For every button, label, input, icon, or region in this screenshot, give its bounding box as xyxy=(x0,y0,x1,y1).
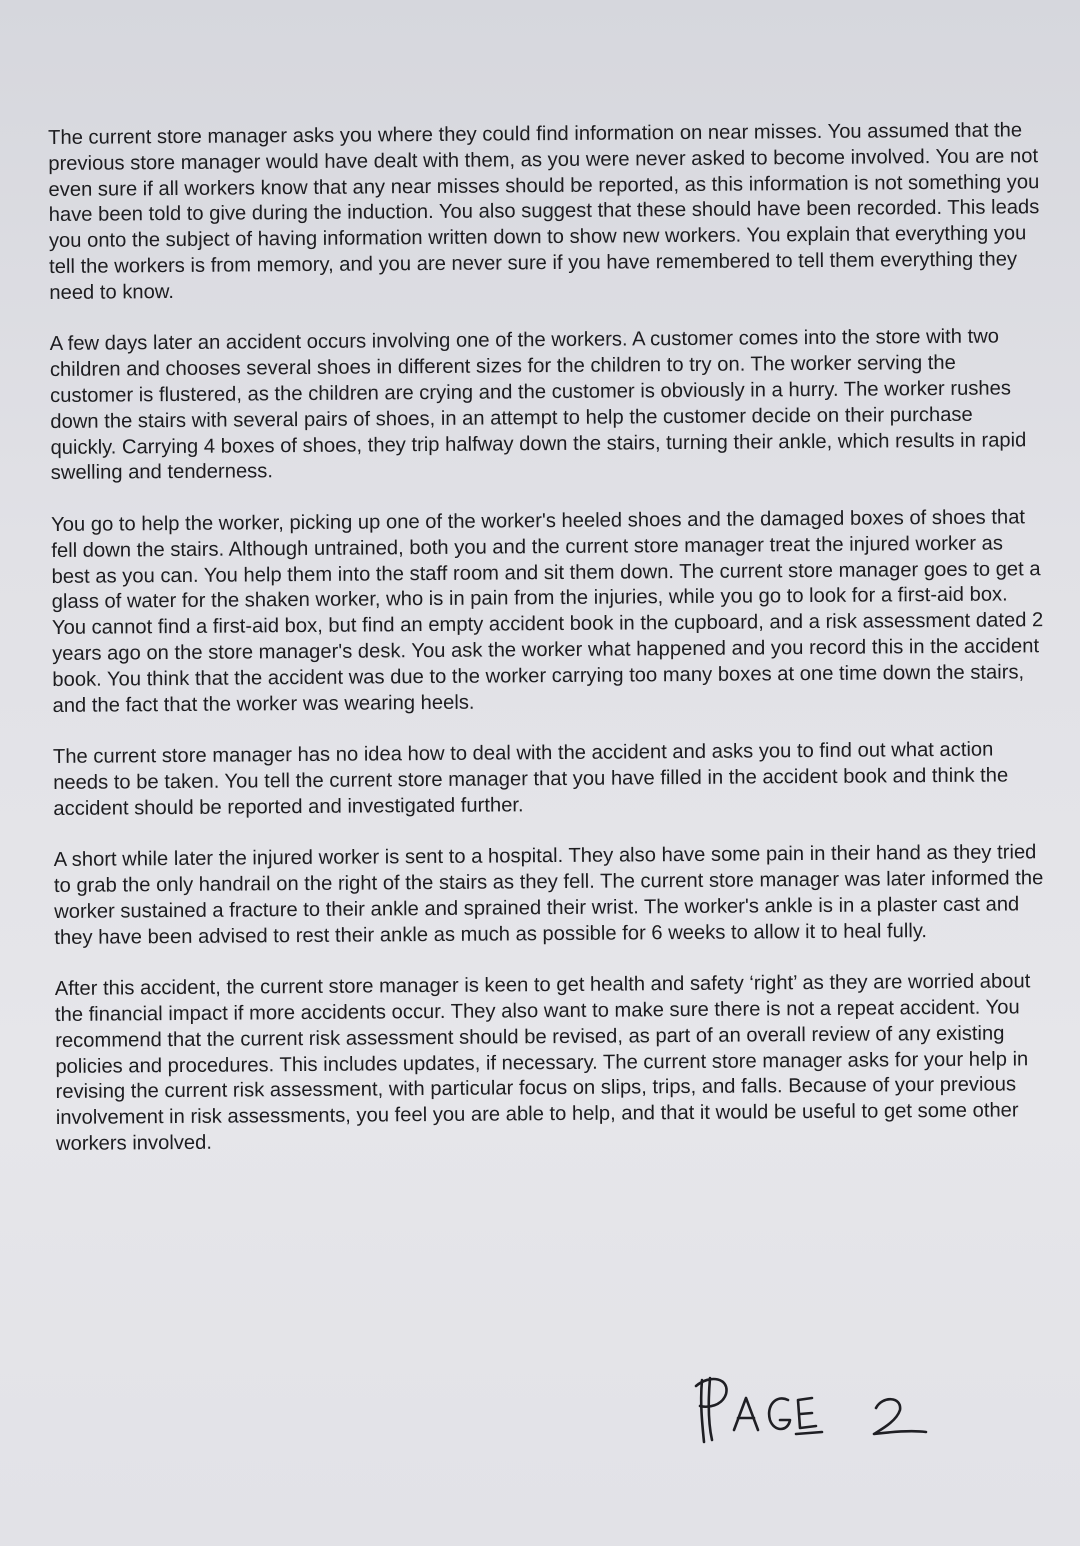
paragraph-near-misses: The current store manager asks you where they could find information on near misses. You assumed that the previous store manager would have dealt with them, as you were never asked to become involved. You are not even sure if all workers know that any near misses should be reported, as this information is not something you have been told to give during the induction. You also suggest that these should have been recorded. This leads you onto the subject of having information written down to show new workers. You explain that everything you tell the workers is from memory, and you are never sure if you have remembered to tell them everything they need to know. xyxy=(48,119,1040,304)
document-body xyxy=(48,118,1048,1183)
paragraph-manager-action: The current store manager has no idea how to deal with the accident and asks you to find out what action needs to be taken. You tell the current store manager that you have filled in the accident book and think the accident should be reported and investigated further. xyxy=(52,738,1009,820)
handwritten-page-number xyxy=(690,1372,930,1452)
paragraph-risk-assessment: After this accident, the current store manager is keen to get health and safety ‘right’ as they are worried about the financial impact if more accidents occur. They also want to make sure there is not a repeat accident. You recommend that the current risk assessment should be revised, as part of an overall review of any existing policies and procedures. This includes updates, if necessary. The current store manager asks for your help in revising the current risk assessment, with particular focus on slips, trips, and falls. Because of your previous involvement in risk assessments, you feel you are able to help, and that it would be useful to get some other workers involved. xyxy=(54,970,1031,1156)
paragraph-accident-occurs: A few days later an accident occurs involving one of the workers. A customer comes into the store with two children and chooses several shoes in different sizes for the children to try on. The worker serving the customer is flustered, as the children are crying and the customer is obviously in a hurry. The worker rushes down the stairs with several pairs of shoes, in an attempt to help the customer decide on their purchase quickly. Carrying 4 boxes of shoes, they trip halfway down the stairs, turning their ankle, which results in rapid swelling and tenderness. xyxy=(49,325,1027,485)
paragraph-hospital: A short while later the injured worker is sent to a hospital. They also have some pain in their hand as they tried to grab the only handrail on the right of the stairs as they fell. The current store manager was later informed the worker sustained a fracture to their ankle and sprained their wrist. The worker's ankle is in a plaster cast and they have been advised to rest their ankle as much as possible for 6 weeks to allow it to heal fully. xyxy=(53,841,1044,949)
paragraph-helping-worker: You go to help the worker, picking up one of the worker's heeled shoes and the damaged boxes of shoes that fell down the stairs. Although untrained, both you and the current store manager treat the injured worker as best as you can. You help them into the staff room and sit them down. The current store manager goes to get a glass of water for the shaken worker, who is in pain from the injuries, while you go to look for a first-aid box. You cannot find a first-aid box, but find an empty accident book in the cupboard, and a risk assessment dated 2 years ago on the store manager's desk. You ask the worker what happened and you record this in the accident book. You think that the accident was due to the worker carrying too many boxes at one time down the stairs, and the fact that the worker was wearing heels. xyxy=(51,506,1044,717)
